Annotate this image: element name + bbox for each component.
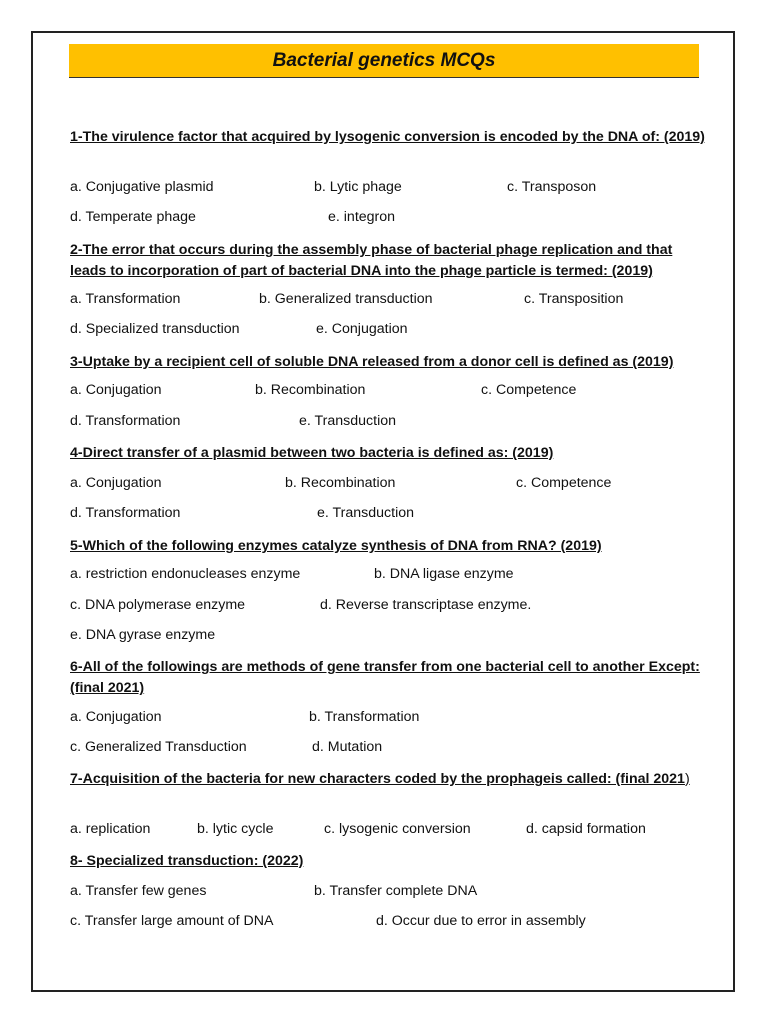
- option-c: c. Transfer large amount of DNA: [70, 913, 274, 929]
- option-c: c. Generalized Transduction: [70, 739, 247, 755]
- option-e: e. Transduction: [317, 505, 415, 521]
- option-e: e. Conjugation: [316, 321, 408, 337]
- option-a: a. Conjugative plasmid: [70, 179, 214, 195]
- option-b: b. Lytic phage: [314, 179, 402, 195]
- option-c: c. Transposition: [524, 291, 624, 307]
- option-a: a. restriction endonucleases enzyme: [70, 566, 301, 582]
- question-6: 6-All of the followings are methods of gene transfer from one bacterial cell to another Except: (final 2021): [70, 659, 700, 696]
- question-4: 4-Direct transfer of a plasmid between two bacteria is defined as: (2019): [70, 445, 554, 461]
- title-banner: [69, 44, 699, 78]
- question-7-text: 7-Acquisition of the bacteria for new characters coded by the prophageis called: (final 2021: [70, 771, 685, 787]
- options-row: [70, 566, 710, 586]
- option-b: b. Recombination: [255, 382, 366, 398]
- options-row: [70, 382, 710, 402]
- options-row: [70, 209, 710, 229]
- options-row: [70, 505, 710, 525]
- option-d: d. Mutation: [312, 739, 383, 755]
- option-b: b. Transfer complete DNA: [314, 883, 478, 899]
- option-d: d. Temperate phage: [70, 209, 196, 225]
- option-d: d. capsid formation: [526, 821, 646, 837]
- option-b: b. Transformation: [309, 709, 420, 725]
- option-a: a. replication: [70, 821, 151, 837]
- options-row: [70, 179, 710, 199]
- options-row: [70, 597, 710, 617]
- option-c: c. lysogenic conversion: [324, 821, 471, 837]
- question-7: [70, 769, 710, 790]
- question-5: 5-Which of the following enzymes catalyze synthesis of DNA from RNA? (2019): [70, 538, 602, 554]
- option-d: d. Occur due to error in assembly: [376, 913, 586, 929]
- question-8: 8- Specialized transduction: (2022): [70, 853, 304, 869]
- option-a: a. Conjugation: [70, 475, 162, 491]
- question-7-tail: ): [684, 771, 690, 787]
- option-d: d. Specialized transduction: [70, 321, 240, 337]
- options-row: [70, 321, 710, 341]
- option-b: b. lytic cycle: [197, 821, 274, 837]
- options-row: [70, 883, 710, 903]
- option-a: a. Transfer few genes: [70, 883, 207, 899]
- question-3: 3-Uptake by a recipient cell of soluble DNA released from a donor cell is defined as (2019): [70, 354, 674, 370]
- question-2: 2-The error that occurs during the assembly phase of bacterial phage replication and that leads to incorporation of part of bacterial DNA into the phage particle is termed: (2019): [70, 242, 673, 279]
- options-row: [70, 913, 710, 933]
- options-row: [70, 291, 710, 311]
- option-e: e. Transduction: [299, 413, 397, 429]
- option-a: a. Conjugation: [70, 709, 162, 725]
- options-row: [70, 739, 710, 759]
- question-1: 1-The virulence factor that acquired by lysogenic conversion is encoded by the DNA of: (2019): [70, 129, 705, 145]
- option-b: b. Recombination: [285, 475, 396, 491]
- options-row: [70, 709, 710, 729]
- option-d: d. Reverse transcriptase enzyme.: [320, 597, 532, 613]
- option-c: c. DNA polymerase enzyme: [70, 597, 246, 613]
- option-d: d. Transformation: [70, 505, 181, 521]
- option-e: e. DNA gyrase enzyme: [70, 627, 216, 643]
- option-a: a. Transformation: [70, 291, 181, 307]
- option-c: c. Transposon: [507, 179, 597, 195]
- option-b: b. DNA ligase enzyme: [374, 566, 514, 582]
- page-title: Bacterial genetics MCQs: [272, 49, 496, 71]
- options-row: [70, 821, 710, 841]
- option-d: d. Transformation: [70, 413, 181, 429]
- options-row: [70, 627, 710, 647]
- options-row: [70, 413, 710, 433]
- option-b: b. Generalized transduction: [259, 291, 433, 307]
- option-e: e. integron: [328, 209, 396, 225]
- options-row: [70, 475, 710, 495]
- option-a: a. Conjugation: [70, 382, 162, 398]
- option-c: c. Competence: [516, 475, 612, 491]
- option-c: c. Competence: [481, 382, 577, 398]
